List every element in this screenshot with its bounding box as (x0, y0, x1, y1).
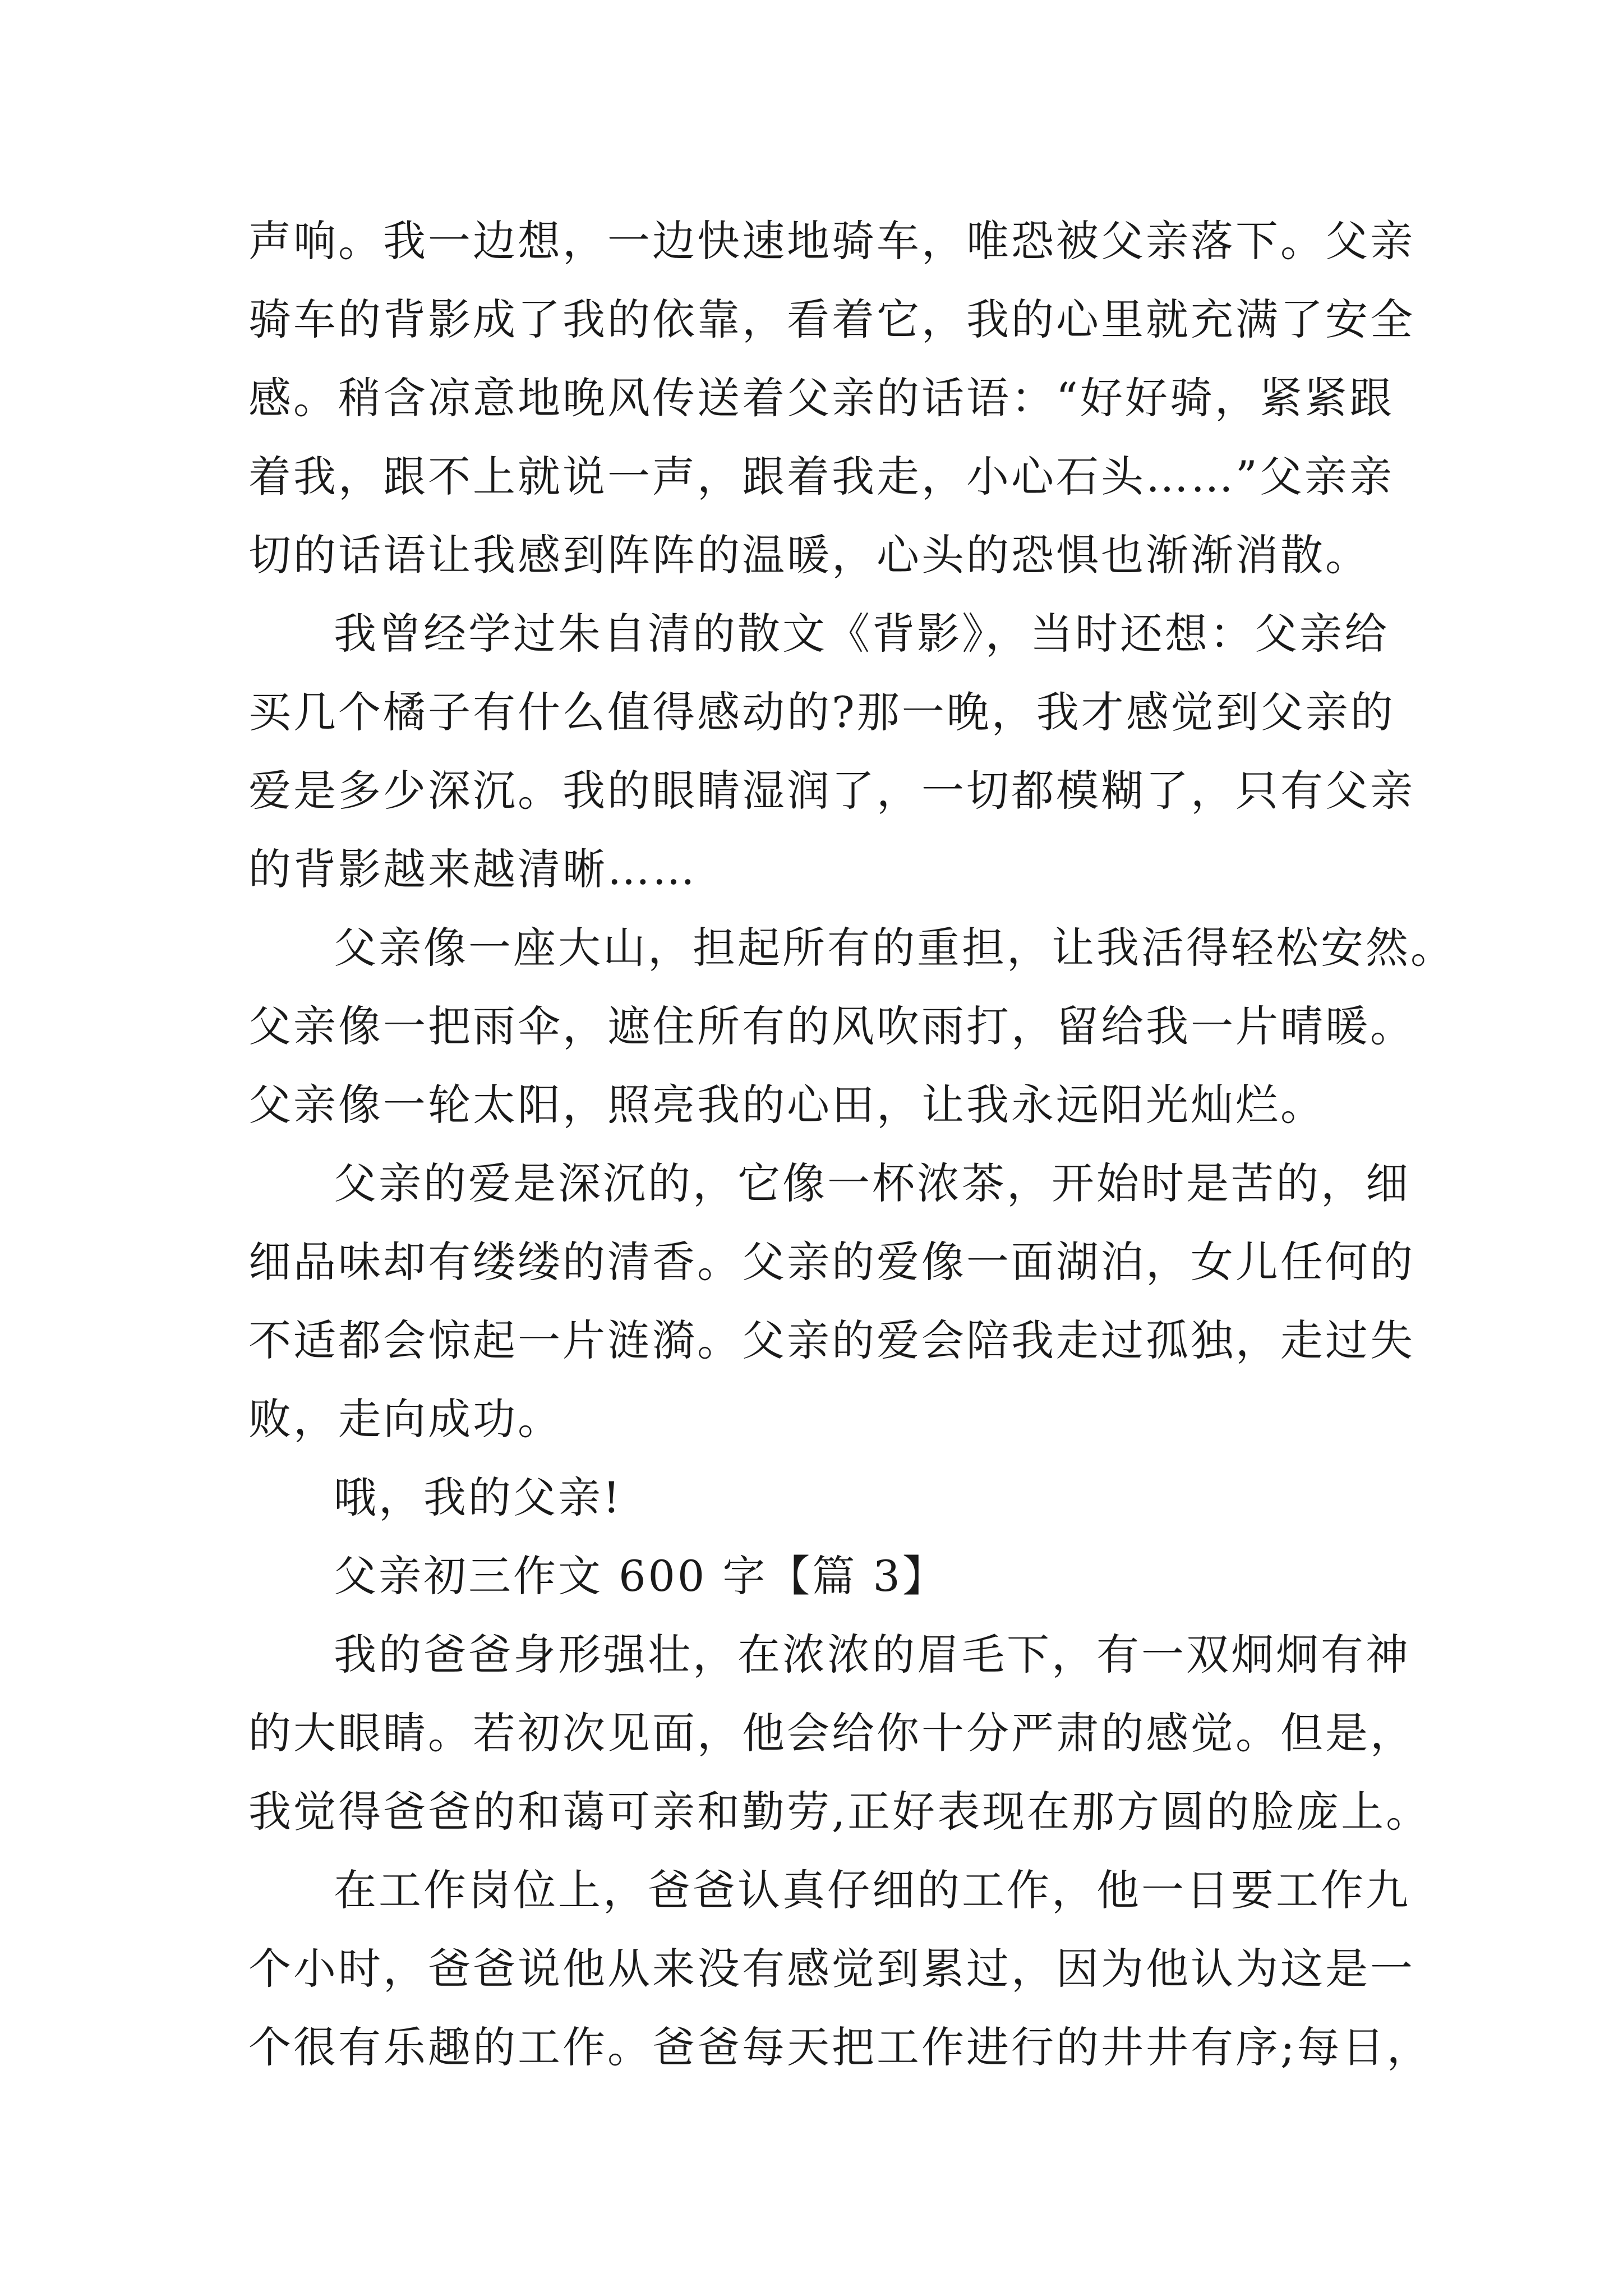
text-line: 不适都会惊起一片涟漪。父亲的爱会陪我走过孤独，走过失 (248, 1315, 1415, 1365)
paragraph-2 (248, 595, 1415, 909)
paragraph-1 (248, 202, 1415, 595)
text-line: 父亲像一轮太阳，照亮我的心田，让我永远阳光灿烂。 (248, 1080, 1325, 1130)
text-line: 切的话语让我感到阵阵的温暖，心头的恐惧也渐渐消散。 (248, 530, 1370, 580)
paragraph-7 (248, 1616, 1431, 1851)
text-line: 骑车的背影成了我的依靠，看着它，我的心里就充满了安全 (248, 295, 1415, 344)
text-line: 的背影越来越清晰…… (248, 844, 697, 894)
text-line: 个很有乐趣的工作。爸爸每天把工作进行的井井有序;每日， (248, 2022, 1432, 2072)
text-line: 在工作岗位上，爸爸认真仔细的工作，他一日要工作九 (334, 1865, 1410, 1915)
paragraph-5 (248, 1458, 1393, 1537)
text-line: 父亲像一把雨伞，遮住所有的风吹雨打，留给我一片晴暖。 (248, 1001, 1415, 1051)
text-line: 个小时，爸爸说他从来没有感觉到累过，因为他认为这是一 (248, 1944, 1415, 1994)
text-line: 爱是多少深沉。我的眼睛湿润了，一切都模糊了，只有父亲 (248, 766, 1415, 816)
text-line: 细品味却有缕缕的清香。父亲的爱像一面湖泊，女儿任何的 (248, 1237, 1415, 1287)
text-line: 我觉得爸爸的和蔼可亲和勤劳,正好表现在那方圆的脸庞上。 (248, 1787, 1431, 1837)
paragraph-8 (248, 1851, 1432, 2087)
text-line: 的大眼睛。若初次见面，他会给你十分严肃的感觉。但是， (248, 1708, 1415, 1758)
text-line: 着我，跟不上就说一声，跟着我走，小心石头……”父亲亲 (248, 452, 1394, 501)
section-title: 父亲初三作文 600 字【篇 3】 (334, 1551, 947, 1601)
paragraph-3 (248, 909, 1455, 1144)
text-line: 我的爸爸身形强壮，在浓浓的眉毛下，有一双炯炯有神 (334, 1630, 1410, 1680)
text-line: 哦，我的父亲! (334, 1473, 623, 1522)
text-line: 父亲像一座大山，担起所有的重担，让我活得轻松安然。 (334, 923, 1455, 973)
text-line: 感。稍含凉意地晚风传送着父亲的话语：“好好骑，紧紧跟 (248, 373, 1394, 423)
section-heading (248, 1537, 1393, 1616)
text-line: 声响。我一边想，一边快速地骑车，唯恐被父亲落下。父亲 (248, 216, 1415, 266)
text-line: 败，走向成功。 (248, 1394, 562, 1444)
text-line: 我曾经学过朱自清的散文《背影》，当时还想：父亲给 (334, 609, 1389, 659)
paragraph-4 (248, 1144, 1415, 1458)
text-line: 买几个橘子有什么值得感动的?那一晚，我才感觉到父亲的 (248, 687, 1395, 737)
document-body (248, 202, 1455, 2087)
text-line: 父亲的爱是深沉的，它像一杯浓茶，开始时是苦的，细 (334, 1158, 1410, 1208)
